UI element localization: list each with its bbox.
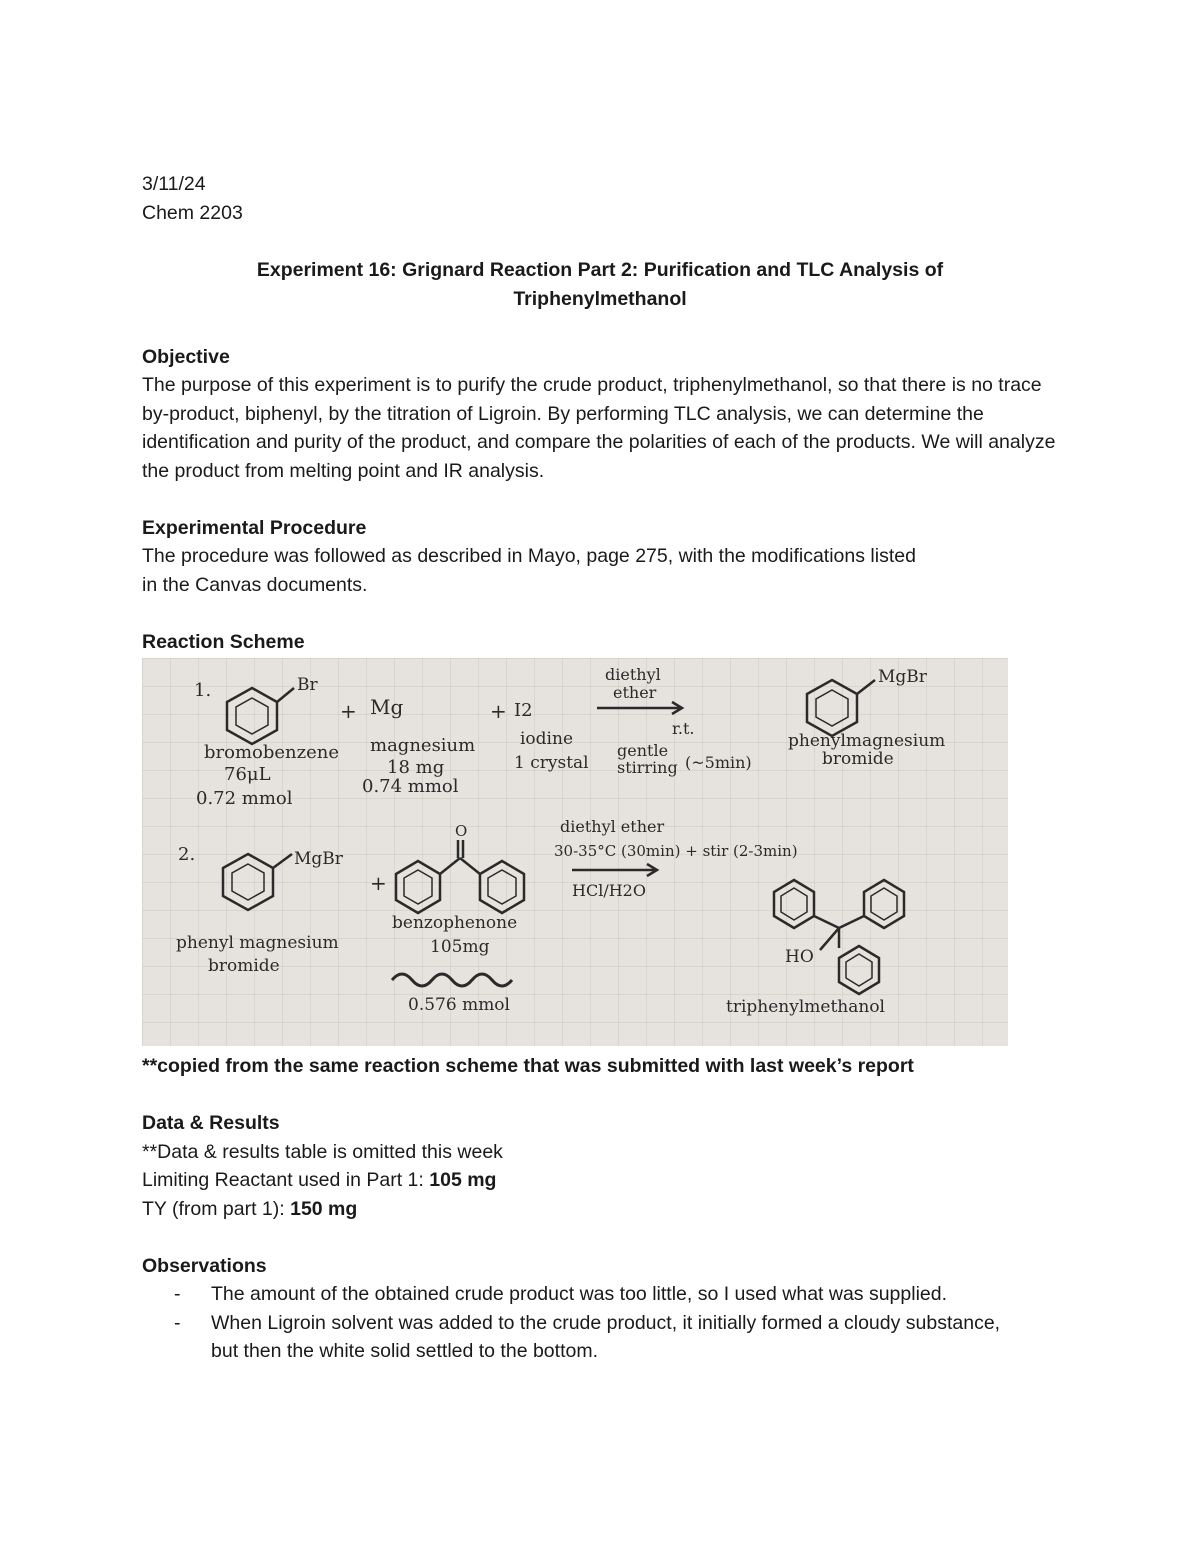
r2-cond-2: 30-35°C (30min) + stir (2-3min): [554, 842, 798, 860]
iodine-amount: 1 crystal: [514, 753, 589, 773]
r2-oxygen: O: [455, 822, 468, 840]
list-item: - The amount of the obtained crude product was too little, so I used what was supplied.: [174, 1283, 948, 1305]
objective-heading: Objective: [142, 345, 230, 368]
data-note: **Data & results table is omitted this week: [142, 1140, 503, 1163]
title-line-1: Experiment 16: Grignard Reaction Part 2: Purification and TLC Analysis of: [256, 259, 944, 281]
data-heading: Data & Results: [142, 1112, 280, 1134]
date: 3/11/24: [142, 173, 206, 195]
page-title: [142, 256, 1058, 314]
r1-product-label-2: bromide: [822, 749, 894, 769]
benzophenone-label: benzophenone: [392, 913, 518, 933]
theoretical-yield-value: 150 mg: [290, 1197, 358, 1220]
limiting-reactant-row: [142, 1166, 1062, 1195]
r1-mg: Mg: [370, 695, 404, 719]
r1-product-mgbr: MgBr: [878, 667, 927, 687]
bromobenzene-label: bromobenzene: [204, 742, 340, 763]
objective-text: The purpose of this experiment is to purify the crude product, triphenylmethanol, so that there is no trace by-product, biphenyl, by the titration of Ligroin. By performing TLC analysis, we can determine the identification and purity of the product, and compare the polarities of each of the products. We will analyze the product from melting point and IR analysis.: [142, 374, 1056, 482]
r1-cond-top-2: ether: [613, 683, 657, 702]
observation-text: The amount of the obtained crude product was too little, so I used what was supplied.: [211, 1283, 948, 1305]
bromobenzene-volume: 76μL: [224, 764, 271, 785]
scheme-heading: Reaction Scheme: [142, 630, 305, 653]
r2-mgbr: MgBr: [294, 849, 343, 869]
r1-step: 1.: [194, 680, 212, 701]
document-page: [142, 170, 1062, 1366]
r2-hydroxyl: HO: [785, 947, 814, 967]
magnesium-mass: 18 mg: [387, 757, 445, 778]
r2-cond-1: diethyl ether: [560, 817, 665, 836]
r1-cond-time: (~5min): [685, 753, 752, 772]
theoretical-yield-row: [142, 1195, 1062, 1224]
bromobenzene-mmol: 0.72 mmol: [196, 788, 293, 809]
iodine-label: iodine: [520, 729, 574, 749]
r1-cond-bottom-1: gentle: [617, 741, 669, 760]
benzophenone-mass: 105mg: [430, 937, 490, 957]
observation-text: When Ligroin solvent was added to the crude product, it initially formed a cloudy substance, but then the white solid settled to the bottom.: [211, 1311, 1001, 1362]
magnesium-mmol: 0.74 mmol: [362, 776, 459, 797]
reaction-scheme-drawing: [142, 658, 1008, 1046]
observations-heading: Observations: [142, 1254, 267, 1277]
r1-cond-rt: r.t.: [672, 719, 695, 738]
r2-cond-3: HCl/H2O: [572, 881, 646, 900]
r2-reagent-label-2: bromide: [208, 956, 280, 976]
procedure-text-1: The procedure was followed as described in Mayo, page 275, with the modifications listed: [142, 545, 916, 567]
procedure-heading: Experimental Procedure: [142, 516, 367, 539]
r1-i2: I2: [514, 700, 533, 721]
r2-step: 2.: [178, 844, 196, 865]
r1-cond-top-1: diethyl: [605, 665, 661, 684]
r2-plus: +: [370, 871, 387, 895]
limiting-reactant-label: Limiting Reactant used in Part 1:: [142, 1169, 430, 1191]
r2-reagent-label-1: phenyl magnesium: [176, 933, 339, 953]
r1-plus-2: +: [490, 699, 507, 723]
list-item: - When Ligroin solvent was added to the crude product, it initially formed a cloudy substance, but then the white solid settled to the bottom.: [174, 1311, 1001, 1362]
r1-product-label-1: phenylmagnesium: [788, 731, 946, 751]
course: Chem 2203: [142, 201, 243, 224]
scheme-caption: **copied from the same reaction scheme that was submitted with last week’s report: [142, 1055, 914, 1077]
theoretical-yield-label: TY (from part 1):: [142, 1197, 291, 1220]
r1-br: Br: [297, 675, 318, 695]
magnesium-label: magnesium: [370, 735, 476, 756]
r1-cond-bottom-2: stirring: [617, 758, 678, 777]
observations-list: [142, 1280, 1062, 1366]
limiting-reactant-value: 105 mg: [429, 1169, 497, 1191]
benzophenone-mmol: 0.576 mmol: [408, 995, 510, 1015]
procedure-text-2: in the Canvas documents.: [142, 573, 368, 596]
triphenylmethanol-label: triphenylmethanol: [726, 997, 885, 1017]
r1-plus-1: +: [340, 699, 357, 723]
reaction-scheme-photo: [142, 658, 1008, 1046]
title-line-2: Triphenylmethanol: [513, 288, 687, 310]
